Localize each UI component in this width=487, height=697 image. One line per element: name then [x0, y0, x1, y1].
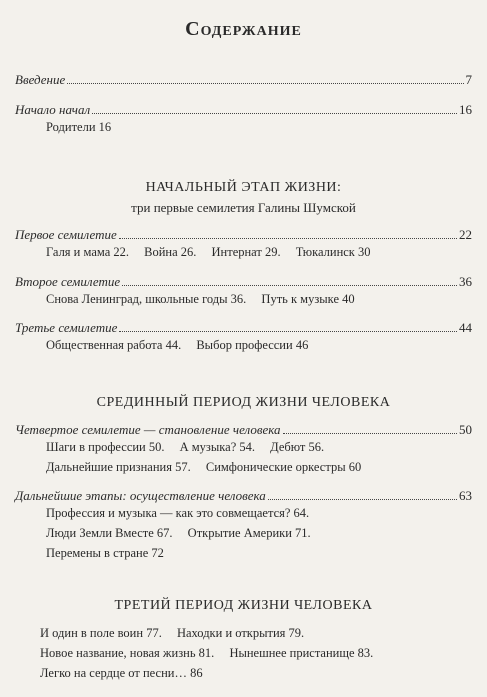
- sub-entries: [40, 646, 385, 661]
- entry-label: Введение: [15, 72, 66, 87]
- entry-label: Начало начал: [15, 102, 91, 117]
- part-subheading-1: три первые семилетия Галины Шумской: [131, 200, 356, 215]
- sub-entries: [46, 526, 323, 541]
- entry-page: 63: [459, 488, 472, 503]
- sub-entries: [46, 546, 176, 561]
- sub-entry[interactable]: Люди Земли Вместе 67.: [46, 526, 173, 540]
- dot-leader: [92, 113, 457, 114]
- entry-page: 7: [465, 72, 472, 87]
- sub-entry[interactable]: Родители 16: [46, 120, 112, 134]
- sub-entry[interactable]: Выбор профессии 46: [196, 338, 309, 352]
- dot-leader: [67, 83, 463, 84]
- sub-entry[interactable]: Симфонические оркестры 60: [205, 460, 362, 474]
- toc-entry-second-seven[interactable]: [15, 272, 472, 290]
- dot-leader: [119, 331, 457, 332]
- entry-page: 36: [459, 274, 472, 289]
- dot-leader: [122, 285, 457, 286]
- sub-entry[interactable]: Тюкалинск 30: [295, 245, 371, 259]
- sub-entry[interactable]: Нынешнее пристанище 83.: [229, 646, 374, 660]
- sub-entries: [46, 460, 373, 475]
- sub-entry[interactable]: Путь к музыке 40: [261, 292, 355, 306]
- entry-page: 16: [459, 102, 472, 117]
- entry-page: 22: [459, 227, 472, 242]
- sub-entry[interactable]: Общественная работа 44.: [46, 338, 182, 352]
- sub-entries: [46, 120, 123, 135]
- toc-entry-first-seven[interactable]: [15, 225, 472, 243]
- sub-entries: [46, 506, 321, 521]
- toc-entry-further-stages[interactable]: [15, 486, 472, 504]
- sub-entry[interactable]: Перемены в стране 72: [46, 546, 164, 560]
- sub-entry[interactable]: Галя и мама 22.: [46, 245, 129, 259]
- sub-entries: [46, 338, 320, 353]
- sub-entry[interactable]: Находки и открытия 79.: [176, 626, 305, 640]
- part-heading-3: ТРЕТИЙ ПЕРИОД ЖИЗНИ ЧЕЛОВЕКА: [114, 598, 373, 613]
- entry-label: Второе семилетие: [15, 274, 121, 289]
- sub-entry[interactable]: Снова Ленинград, школьные годы 36.: [46, 292, 247, 306]
- page-title: Содержание: [185, 18, 302, 40]
- sub-entries: [46, 440, 336, 455]
- toc-entry-third-seven[interactable]: [15, 318, 472, 336]
- dot-leader: [283, 433, 457, 434]
- sub-entries: [46, 292, 367, 307]
- sub-entry[interactable]: Шаги в профессии 50.: [46, 440, 165, 454]
- sub-entry[interactable]: Легко на сердце от песни… 86: [40, 666, 203, 680]
- sub-entry[interactable]: Новое название, новая жизнь 81.: [40, 646, 215, 660]
- sub-entry[interactable]: А музыка? 54.: [179, 440, 256, 454]
- entry-label: Дальнейшие этапы: осуществление человека: [15, 488, 266, 503]
- dot-leader: [119, 238, 457, 239]
- part-heading-2: СРЕДИННЫЙ ПЕРИОД ЖИЗНИ ЧЕЛОВЕКА: [96, 395, 391, 410]
- toc-entry-introduction[interactable]: [15, 70, 472, 88]
- entry-page: 44: [459, 320, 472, 335]
- sub-entries: [40, 626, 316, 641]
- part-heading-1: НАЧАЛЬНЫЙ ЭТАП ЖИЗНИ:: [145, 180, 342, 195]
- sub-entry[interactable]: Открытие Америки 71.: [187, 526, 311, 540]
- sub-entry[interactable]: И один в поле воин 77.: [40, 626, 162, 640]
- entry-label: Четвертое семилетие — становление человека: [15, 422, 281, 437]
- sub-entry[interactable]: Дальнейшие признания 57.: [46, 460, 191, 474]
- toc-entry-beginning[interactable]: [15, 100, 472, 118]
- sub-entries: [40, 666, 215, 681]
- dot-leader: [268, 499, 457, 500]
- sub-entry[interactable]: Дебют 56.: [270, 440, 325, 454]
- entry-label: Третье семилетие: [15, 320, 118, 335]
- sub-entry[interactable]: Профессия и музыка — как это совмещается? 64.: [46, 506, 310, 520]
- sub-entry[interactable]: Интернат 29.: [211, 245, 281, 259]
- entry-page: 50: [459, 422, 472, 437]
- sub-entries: [46, 245, 383, 260]
- sub-entry[interactable]: Война 26.: [144, 245, 197, 259]
- toc-entry-fourth-seven[interactable]: [15, 420, 472, 438]
- entry-label: Первое семилетие: [15, 227, 117, 242]
